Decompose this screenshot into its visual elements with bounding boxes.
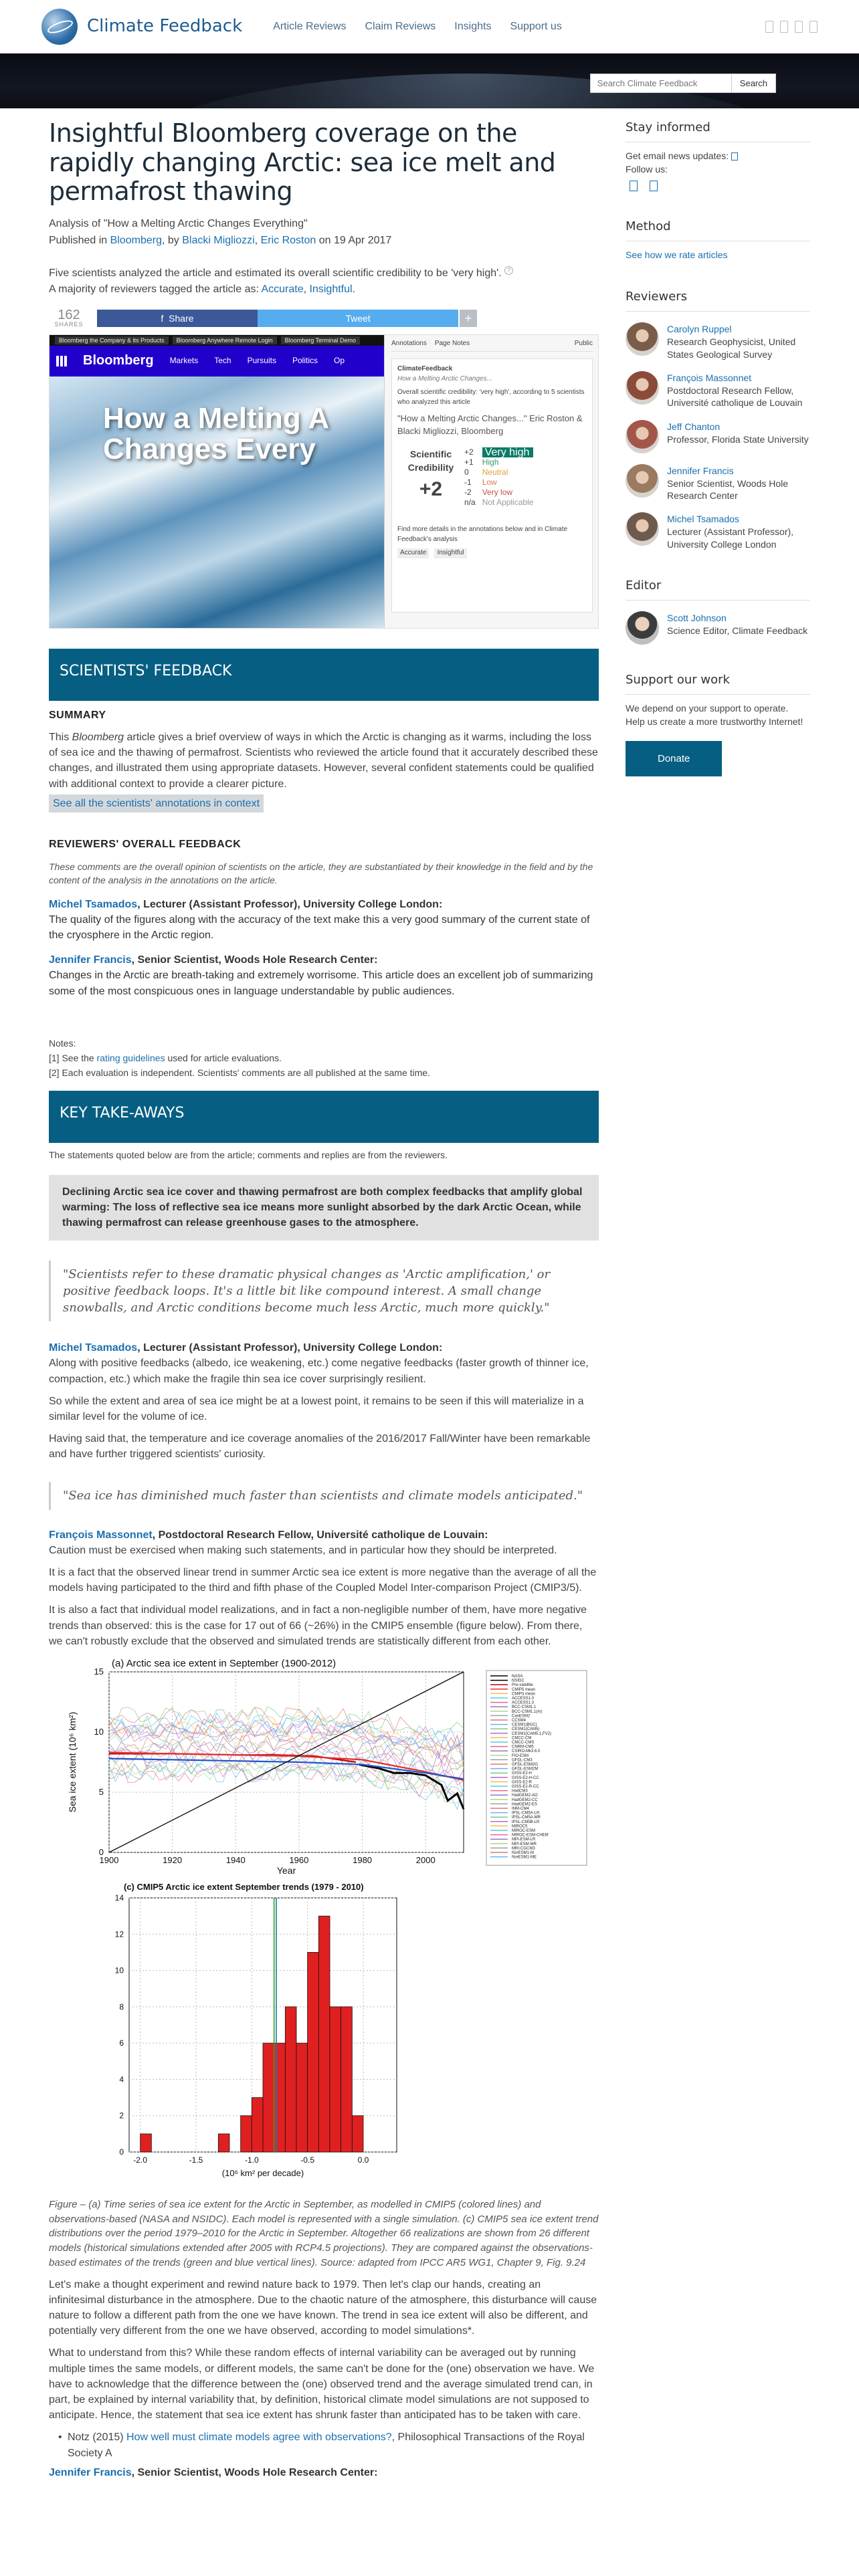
tag-accurate[interactable]: Accurate [261,283,304,295]
x-axis-label: (10⁶ km² per decade) [221,2167,304,2178]
follow-icons [630,181,810,191]
reviewer-name[interactable]: Michel Tsamados [667,514,739,525]
article-quote: "Sea ice has diminished much faster than scientists and climate models anticipated." [49,1482,599,1509]
method-block [626,218,810,261]
histogram-bar [218,2134,229,2152]
follow-label: Follow us: [626,164,668,175]
search-form [590,74,776,93]
reviewer-item [626,322,810,360]
see-all-annotations-button[interactable]: See all the scientists' annotations in context [49,794,264,813]
comment-paragraph: It is also a fact that individual model realizations, and in fact a non-negligible number of them, have more negative trends than observed: this is the case for 17 out of 66 (~26%) in the CMIP5 ensemble (figure below). From there, we can't robustly exclude that the observed and simulated trends are statistically different from each other. [49,1604,587,1647]
histogram-bar [140,2134,152,2152]
main-content [49,119,599,2480]
bloomberg-nav-item: Politics [292,356,318,366]
nav-support-us[interactable]: Support us [510,20,562,32]
summary-text [49,730,599,792]
histogram-bar [274,2043,286,2152]
by-label: , by [162,235,183,247]
scale-label: High [482,457,499,467]
annotation-text: Overall scientific credibility: 'very high', according to 5 scientists who analyzed this article [397,389,585,406]
legend-entry: HadGEM2-AO [512,1794,538,1798]
main-nav [273,19,562,34]
search-button[interactable]: Search [732,74,776,93]
reviewer-item [626,420,810,453]
article-meta [49,216,599,248]
reviewer-comment [49,2465,599,2480]
legend-entry: MIROC-ESM [512,1828,535,1833]
grid-menu-icon [56,356,67,366]
reference-pre: Notz (2015) [68,2432,127,2444]
summary-publication: Bloomberg [72,732,124,743]
legend-entry: MPI-ESM-LR [512,1838,536,1842]
reviewer-role: , Senior Scientist, Woods Hole Research Center: [131,2466,378,2478]
article-intro: Five scientists analyzed the article and estimated its overall scientific credibility to be 'very high'. ? A majority of reviewers tagged the article as: Accurate, Insightful. [49,265,599,296]
facebook-share-button[interactable]: f Share [97,310,258,327]
bloomberg-topbar-link: Bloomberg Anywhere Remote Login [173,336,277,344]
reference-item [49,2430,599,2460]
comment-paragraph: Having said that, the temperature and ice coverage anomalies of the 2016/2017 Fall/Winter have been remarkable and have further triggered scientists' curiosity. [49,1433,591,1461]
scale-label-very-high: Very high [482,447,534,457]
avatar [626,420,659,453]
editor-heading: Editor [626,577,810,601]
author-link[interactable]: Blacki Migliozzi [182,235,255,247]
reviewer-name[interactable]: Jennifer Francis [667,465,734,476]
reviewers-block [626,288,810,550]
review-text: The quality of the figures along with the accuracy of the text make this a very good summary of the current state of the cryosphere in the Arctic region. [49,914,590,942]
rating-guidelines-link[interactable]: rating guidelines [96,1053,165,1064]
histogram-bar [296,2043,308,2152]
public-label: Public [574,339,593,347]
scale-value: n/a [464,498,476,507]
legend-entry: CMCC-CM [512,1736,532,1741]
more-share-button[interactable]: + [460,310,477,327]
bloomberg-topbar-link: Bloomberg Terminal Demo [281,336,360,344]
twitter-icon[interactable] [650,181,658,191]
reviewer-item [626,371,810,409]
note-2: [2] Each evaluation is independent. Scientists' comments are all published at the same time. [49,1067,430,1079]
share-count-label: SHARES [54,321,84,328]
summary-pre: This [49,732,72,743]
legend-entry: ACCESS1.3 [512,1701,535,1705]
support-block [626,671,810,776]
scale-value: 0 [464,467,469,477]
legend-entry: CESM1(BGC) [512,1723,537,1727]
note-1-post: used for article evaluations. [165,1053,282,1064]
histogram-bar [341,2007,353,2152]
note-1-pre: [1] See the [49,1053,97,1064]
reviewer-role: Postdoctoral Research Fellow, Université catholique de Louvain [667,385,803,409]
x-tick-label: 1980 [353,1854,373,1865]
email-icon[interactable] [809,21,818,33]
editor-role: Science Editor, Climate Feedback [667,625,808,637]
legend-entry: INM-CM4 [512,1806,529,1811]
scale-label: Low [482,477,497,487]
search-input[interactable] [590,74,732,93]
review-text: Changes in the Arctic are breath-taking and extremely worrisome. This article does an excellent job of summarizing some of the most conspicuous ones in language understandable by public audiences. [49,970,593,997]
chart-title: (a) Arctic sea ice extent in September (1900-2012) [112,1657,337,1669]
analyzed-article-title: "How a Melting Arctic Changes Everything" [103,218,308,230]
x-tick-label: -1.0 [244,2155,259,2165]
avatar [626,464,659,498]
x-tick-label: 1960 [289,1854,309,1865]
legend-entry: MPI-ESM-MR [512,1842,537,1846]
annotation-tag: Accurate [397,548,429,558]
tag-insightful[interactable]: Insightful [309,283,353,295]
credibility-badge [397,447,587,508]
bloomberg-nav-item: Tech [214,356,231,366]
reviewer-name[interactable]: Carolyn Ruppel [667,324,732,335]
legend-entry: IPSL-CM5A-MR [512,1816,541,1820]
nav-claim-reviews[interactable]: Claim Reviews [365,20,436,32]
overall-review [49,897,599,944]
author-separator: , [254,235,261,247]
support-text: We depend on your support to operate. Help us create a more trustworthy Internet! [626,703,803,728]
takeaway-box: Declining Arctic sea ice cover and thawing permafrost are both complex feedbacks that amplify global warming: The loss of reflective sea ice means more sunlight absorbed by the dark Arctic Ocean, while thawing permafrost can release greenhouse gases to the atmosphere. [49,1175,599,1241]
publisher-link[interactable]: Bloomberg [110,235,162,247]
y-tick-label: 10 [94,1726,104,1737]
legend-entry: CMIP3 mean [512,1692,536,1697]
stay-informed-block [626,119,810,191]
share-bar [49,306,599,330]
legend-entry: GFDL-ESM2G [512,1762,539,1767]
sea-ice-photo [50,377,384,629]
histogram-bar [318,1916,330,2152]
scale-value: +1 [464,457,474,467]
credibility-summary: Five scientists analyzed the article and estimated its overall scientific credibility to be 'very high'. [49,267,502,280]
legend-entry: GISS-E2-H [512,1772,533,1776]
reviewer-role: , Lecturer (Assistant Professor), University College London: [137,898,443,910]
help-icon[interactable]: ? [504,266,513,275]
annotation-quote: "How a Melting Arctic Changes..." Eric Roston & Blacki Migliozzi, Bloomberg [397,413,583,437]
twitter-share-label: Tweet [345,312,371,324]
donate-button[interactable]: Donate [626,741,722,777]
overall-feedback-heading: REVIEWERS' OVERALL FEEDBACK [49,838,242,850]
hero-banner [0,53,859,108]
site-logo-icon[interactable] [41,9,78,45]
legend-entry: NorESM1-M [512,1850,535,1855]
support-heading: Support our work [626,671,810,695]
reviewer-comment [49,1340,599,1387]
bloomberg-logo: Bloomberg [83,353,154,368]
legend-entry: Pre-satellite [512,1683,533,1688]
legend-entry: CCSM4 [512,1718,527,1723]
y-tick-label: 14 [114,1893,124,1903]
annotation-footer: Find more details in the annotations below and in Climate Feedback's analysis [397,526,568,543]
nav-insights[interactable]: Insights [454,20,492,32]
legend-entry: NASA [512,1674,523,1679]
notes [49,1037,599,1080]
annotation-tags [397,548,587,558]
reviewer-role: , Postdoctoral Research Fellow, Université catholique de Louvain: [152,1529,488,1541]
reviewer-item [626,512,810,550]
scale-value: +2 [464,447,474,457]
share-count-number: 162 [58,308,80,323]
annotation-tabs [391,339,593,352]
nav-article-reviews[interactable]: Article Reviews [273,20,347,32]
annotation-target: How a Melting Arctic Changes... [397,374,492,383]
credibility-scale [464,447,533,508]
note-1 [49,1051,599,1065]
credibility-label: Scientific Credibility [407,449,454,473]
notes-label: Notes: [49,1037,76,1049]
sea-ice-timeseries-chart [49,1657,599,1878]
legend-entry: CNRM-CM5 [512,1745,534,1749]
method-heading: Method [626,218,810,241]
scale-label: Not Applicable [482,498,534,507]
takeaways-subtitle: The statements quoted below are from the article; comments and replies are from the reviewers. [49,1149,448,1160]
scale-value: -1 [464,477,472,487]
histogram-bar [308,1952,319,2152]
avatar [626,371,659,405]
legend-entry: MRI-CGCM3 [512,1846,535,1851]
reviewer-link[interactable]: Michel Tsamados [49,1342,138,1354]
chart-title: (c) CMIP5 Arctic ice extent September trends (1979 - 2010) [124,1881,364,1892]
reviewer-name[interactable]: Jeff Chanton [667,421,721,432]
editor-name[interactable]: Scott Johnson [667,612,727,623]
scale-label: Neutral [482,467,508,477]
site-brand[interactable]: Climate Feedback [87,15,243,36]
method-link-wrap [626,248,810,261]
published-line [49,233,599,248]
histogram-bar [285,2007,296,2152]
stay-informed-heading: Stay informed [626,119,810,142]
reviewer-role: , Senior Scientist, Woods Hole Research Center: [131,954,378,966]
facebook-share-label: Share [169,312,194,324]
legend-entry: MIROC5 [512,1824,528,1829]
reviewers-list [626,322,810,550]
legend-entry: NorESM1-ME [512,1855,537,1860]
key-takeaways-heading: KEY TAKE-AWAYS [49,1091,599,1143]
y-tick-label: 10 [114,1965,124,1975]
bloomberg-nav-item: Op [333,356,345,366]
legend-entry: FIO-ESM [512,1753,529,1758]
avatar [626,322,659,356]
y-axis-label: Sea ice extent (10⁶ km²) [67,1711,78,1813]
legend-entry: ACCESS1.0 [512,1696,535,1701]
article-title: Insightful Bloomberg coverage on the rapidly changing Arctic: sea ice melt and permafrost thawing [49,118,556,207]
legend-entry: HadCM3 [512,1789,528,1794]
figure-caption: Figure – (a) Time series of sea ice extent for the Arctic in September, as modelled in CMIP5 (colored lines) and observations-based (NASA and NSIDC). Each model is represented with a single simulation. (c) CMIP5 sea ice extent trend distributions over the period 1979–2010 for the Arctic in September. Altogether 66 realizations are shown from 26 different models (historical simulations extended after 2005 with RCP4.5 projections). They are compared against the observations-based estimates of the trends (green and blue vertical lines). Source: adapted from IPCC AR5 WG1, Chapter 9, Fig. 9.24 [49,2198,599,2268]
tags-end: . [352,283,356,295]
y-tick-label: 4 [119,2074,124,2084]
annotated-article-screenshot[interactable] [49,334,599,629]
reviewers-heading: Reviewers [626,288,810,312]
legend-entry: BCC-CSM1.1 [512,1705,537,1710]
summary-post: article gives a brief overview of ways in which the Arctic is changing as it warms, including the loss of sea ice and the thawing of permafrost. Scientists who reviewed the article found that it accurately described these changes, and illustrated them using appropriate datasets. However, several confident statements could be qualified with additional context to provide a clearer picture. [49,732,598,790]
histogram-bar [263,2043,274,2152]
reviewer-role: Senior Scientist, Woods Hole Research Center [667,477,789,501]
annotation-card [391,358,593,613]
comment-paragraph: Let's make a thought experiment and rewind nature back to 1979. Then let's clap our hands, creating an infinitesimal disturbance in the atmosphere. Due to the chaotic nature of the atmosphere, this disturbance will cause nature to follow a different path from the one we have known. The trend in sea ice extent will also be different, and potentially very different from the one we have observed, according to model simulations*. [49,2278,597,2337]
legend-entry: GFDL-CM3 [512,1758,533,1763]
comment-paragraph: It is a fact that the observed linear trend in summer Arctic sea ice extent is more negative than the average of all the models having participated to the third and fifth phase of the Coupled Model Inter-comparison Project (CMIP3/5). [49,1567,597,1594]
histogram-bar [241,2116,252,2152]
annotation-tag: Insightful [434,548,466,558]
comment-paragraph: What to understand from this? While these random effects of internal variability can be averaged out by running multiple times the same models, or different models, the same can't be done for the (one) observation we have. We have to acknowledge that the difference between the (one) observed trend and the average simulated trend can, in part, be explained by internal variability that, by definition, historical climate model simulations are not supposed to anticipate. Hence, the statement that sea ice extent has shrunk faster than anticipated has to be taken with care. [49,2347,595,2422]
tab-annotations: Annotations [391,339,427,347]
author-link[interactable]: Eric Roston [260,235,316,247]
reviewer-comment [49,1527,599,1558]
legend-entry: CMCC-CMS [512,1740,535,1745]
reviewer-link[interactable]: Jennifer Francis [49,954,132,966]
legend-entry: CanESM2 [512,1714,531,1719]
histogram-bar [252,2098,263,2152]
y-tick-label: 0 [98,1846,104,1857]
overall-feedback-note: These comments are the overall opinion of scientists on the article, they are substantiated by their knowledge in the field and by the content of the analysis in the annotations on the article. [49,861,593,886]
method-link[interactable]: See how we rate articles [626,249,728,260]
site-header [0,0,859,53]
scientists-feedback-heading: SCIENTISTS' FEEDBACK [49,649,599,701]
annotation-panel [384,335,599,629]
reference-post: , Philosophical Transactions of the Royal Society A [68,2432,585,2459]
reviewer-role: Research Geophysicist, United States Geological Survey [667,336,796,360]
share-count [49,308,89,328]
twitter-share-button[interactable] [258,310,458,327]
bloomberg-topbar-link: Bloomberg the Company & its Products [55,336,169,344]
legend-entry: MIROC-ESM-CHEM [512,1833,549,1838]
annotation-author: ClimateFeedback [397,365,453,373]
trend-histogram-chart [49,1878,599,2192]
credibility-left [397,447,464,508]
credibility-value: +2 [419,477,443,500]
x-tick-label: 1900 [99,1854,119,1865]
email-icon[interactable] [731,152,738,160]
article-quote: "Scientists refer to these dramatic physical changes as 'Arctic amplification,' or positive feedback loops. It's a little bit like compound interest. A small change snowballs, and Arctic conditions become much less Arctic, much more quickly." [49,1261,599,1322]
tags-prefix: A majority of reviewers tagged the article as: [49,283,262,295]
sidebar [626,119,810,803]
scale-values [464,447,476,508]
legend-entry: IPSL-CM5A-LR [512,1811,540,1816]
analysis-of-prefix: Analysis of [49,218,104,230]
y-tick-label: 5 [98,1786,104,1797]
x-tick-label: -1.5 [189,2155,203,2165]
reviewer-name[interactable]: François Massonnet [667,372,752,383]
legend-entry: GISS-E2-H-CC [512,1776,539,1780]
bloomberg-nav-item: Pursuits [247,356,276,366]
reviewer-link[interactable]: Jennifer Francis [49,2466,132,2478]
legend-entry: GFDL-ESM2M [512,1767,539,1772]
facebook-icon[interactable] [630,181,638,191]
legend-entry: GISS-E2-R-CC [512,1784,539,1789]
social-links [765,21,818,33]
reference-link[interactable]: How well must climate models agree with observations? [126,2432,392,2444]
editor-block [626,577,810,645]
scale-label: Very low [482,488,513,497]
scale-labels [482,447,534,508]
y-tick-label: 12 [114,1929,124,1939]
tab-page-notes: Page Notes [434,339,470,347]
legend-entry: GISS-E2-R [512,1780,533,1785]
scale-value: -2 [464,488,472,497]
reviewer-link[interactable]: Michel Tsamados [49,898,138,910]
reviewer-item [626,464,810,502]
legend-entry: IPSL-CM5B-LR [512,1820,540,1824]
y-tick-label: 6 [119,2038,124,2048]
overall-review [49,952,599,999]
x-tick-label: -2.0 [133,2155,148,2165]
rss-icon[interactable] [795,21,803,33]
reviewer-role: , Lecturer (Assistant Professor), University College London: [137,1342,443,1354]
histogram-bar [352,2116,363,2152]
bloomberg-nav [50,346,384,377]
x-tick-label: 1920 [163,1854,183,1865]
x-tick-label: -0.5 [300,2155,315,2165]
legend-entry: CESM1(CAM5.1,FV2) [512,1731,552,1736]
editor-item [626,611,810,645]
email-updates-label: Get email news updates: [626,150,731,162]
x-tick-label: 2000 [415,1854,436,1865]
publish-date: on 19 Apr 2017 [316,235,392,247]
legend-entry: CSIRO-Mk3.6.0 [512,1749,541,1754]
legend-entry: BCC-CSM1.1(m) [512,1709,543,1714]
legend-entry: CESM1(CAM5) [512,1727,540,1732]
email-updates [626,149,810,163]
comment-paragraph: Caution must be exercised when making such statements, and in particular how they should be interpreted. [49,1544,557,1556]
bloomberg-nav-item: Markets [169,356,199,366]
reviewer-role: Lecturer (Assistant Professor), University College London [667,526,794,550]
legend-entry: CMIP5 mean [512,1687,536,1692]
avatar [626,611,659,645]
bloomberg-headline: How a Melting A Changes Every [103,401,330,465]
summary-heading: SUMMARY [49,709,106,721]
published-prefix: Published in [49,235,110,247]
facebook-icon[interactable] [765,21,773,33]
histogram-svg [49,1878,599,2192]
x-tick-label: 1940 [225,1854,246,1865]
twitter-icon[interactable] [780,21,788,33]
x-axis-label: Year [276,1864,296,1876]
reviewer-link[interactable]: François Massonnet [49,1529,153,1541]
legend-entry: NSIDC [512,1679,524,1683]
legend-entry: HadGEM2-CC [512,1798,538,1802]
comment-paragraph: Along with positive feedbacks (albedo, ice weakening, etc.) come negative feedbacks (faster growth of thinner ice, compaction, etc.) which make the fragile thin sea ice cover surprisingly resilient. [49,1358,589,1385]
y-tick-label: 0 [119,2147,124,2157]
y-tick-label: 2 [119,2111,124,2121]
timeseries-svg [49,1657,599,1878]
legend-entry: HadGEM2-ES [512,1802,538,1807]
x-tick-label: 0.0 [357,2155,369,2165]
comment-paragraph: So while the extent and area of sea ice might be at a lowest point, it remains to be seen if this will materialize in a similar level for the volume of ice. [49,1395,584,1422]
analysis-of-line [49,216,599,231]
reviewer-role: Professor, Florida State University [667,433,809,445]
y-tick-label: 8 [119,2002,124,2012]
avatar [626,512,659,546]
y-tick-label: 15 [94,1666,104,1677]
histogram-bar [330,2007,341,2152]
